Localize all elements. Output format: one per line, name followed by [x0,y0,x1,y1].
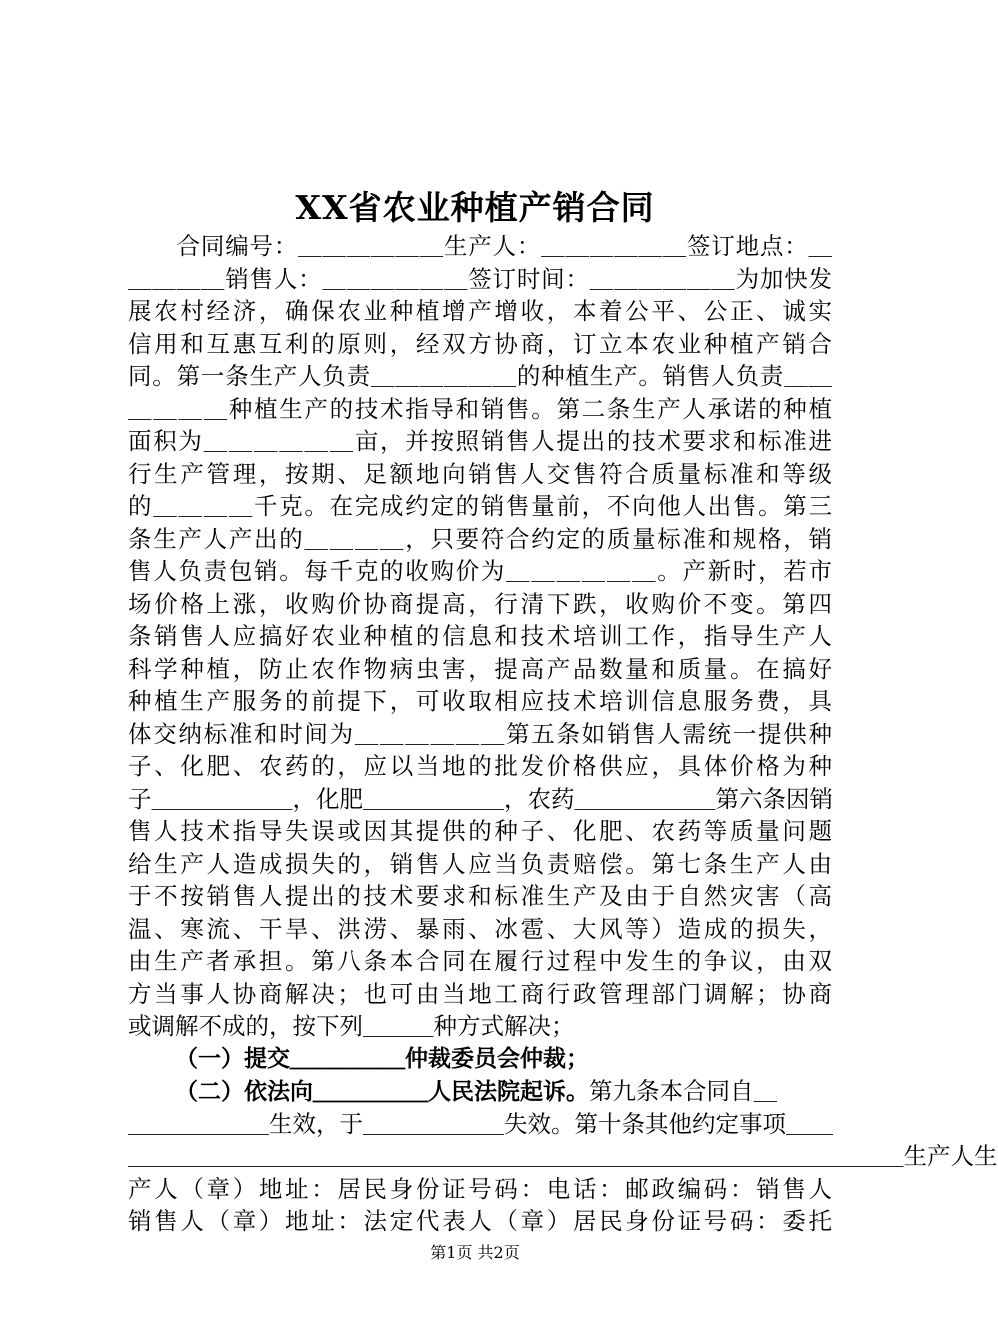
body-line: 方当事人协商解决；也可由当地工商行政管理部门调解；协商 [128,979,832,1008]
body-line: 或调解不成的，按下列＿＿＿种方式解决； [128,1012,575,1040]
body-line: 信用和互惠互利的原则，经双方协商，订立本农业种植产销合 [128,329,832,358]
body-line: 温、寒流、干旱、洪涝、暴雨、冰雹、大风等）造成的损失， [128,914,832,943]
body-line: 子＿＿＿＿＿＿，化肥＿＿＿＿＿＿，农药＿＿＿＿＿＿第六条因销 [128,784,833,813]
body-line: 种植生产服务的前提下，可收取相应技术培训信息服务费，具 [128,687,832,715]
body-line: ＿＿＿＿＿＿＿＿＿＿＿＿＿＿＿＿＿＿＿＿＿＿＿＿＿＿＿＿＿＿＿＿＿生产人生 [128,1142,998,1170]
clause-2: （二）依法向＿＿＿＿＿人民法院起诉。 [175,1079,589,1105]
body-line: 条销售人应搞好农业种植的信息和技术培训工作，指导生产人 [128,622,832,650]
body-line: 行生产管理，按期、足额地向销售人交售符合质量标准和等级 [128,459,832,488]
body-line: ＿＿＿＿＿＿生效，于＿＿＿＿＿＿失效。第十条其他约定事项＿＿ [128,1109,833,1138]
body-line: 产人（章）地址：居民身份证号码：电话：邮政编码：销售人 [128,1174,832,1203]
body-line: 销售人（章）地址：法定代表人（章）居民身份证号码：委托 [128,1207,832,1235]
body-line: ＿＿＿＿销售人：＿＿＿＿＿＿签订时间：＿＿＿＿＿＿为加快发 [128,264,832,293]
body-line: 售人技术指导失误或因其提供的种子、化肥、农药等质量问题 [128,817,832,845]
body-line: ＿＿＿＿种植生产的技术指导和销售。第二条生产人承诺的种植 [128,394,832,423]
clause-2-line [128,1075,832,1108]
body-line: 科学种植，防止农作物病虫害，提高产品数量和质量。在搞好 [128,654,832,683]
body-line: 的＿＿＿＿千克。在完成约定的销售量前，不向他人出售。第三 [128,492,832,520]
body-line: 体交纳标准和时间为＿＿＿＿＿＿第五条如销售人需统一提供种 [128,719,832,748]
body-line: 合同编号：＿＿＿＿＿＿生产人：＿＿＿＿＿＿签订地点：＿ [128,232,832,260]
body-line: 售人负责包销。每千克的收购价为＿＿＿＿＿＿。产新时，若市 [128,557,832,585]
body-line: 场价格上涨，收购价协商提高，行清下跌，收购价不变。第四 [128,589,832,618]
body-line: 条生产人产出的＿＿＿＿，只要符合约定的质量标准和规格，销 [128,524,832,553]
clause-2-continuation: 第九条本合同自＿ [589,1077,777,1105]
page-footer: 第1页 共2页 [430,1243,520,1262]
body-line: 展农村经济，确保农业种植增产增收，本着公平、公正、诚实 [128,297,832,325]
document-body [128,230,998,1238]
body-line: 面积为＿＿＿＿＿＿亩，并按照销售人提出的技术要求和标准进 [128,427,832,455]
body-line: 同。第一条生产人负责＿＿＿＿＿＿的种植生产。销售人负责＿＿ [128,362,832,390]
body-line: 于不按销售人提出的技术要求和标准生产及由于自然灾害（高 [128,882,832,910]
body-line: 子、化肥、农药的，应以当地的批发价格供应，具体价格为种 [128,752,832,780]
document-title: XX省农业种植产销合同 [295,188,655,227]
clause-1: （一）提交＿＿＿＿＿仲裁委员会仲裁； [175,1045,589,1072]
body-line: 给生产人造成损失的，销售人应当负责赔偿。第七条生产人由 [128,849,832,878]
body-line: 由生产者承担。第八条本合同在履行过程中发生的争议，由双 [128,947,832,975]
